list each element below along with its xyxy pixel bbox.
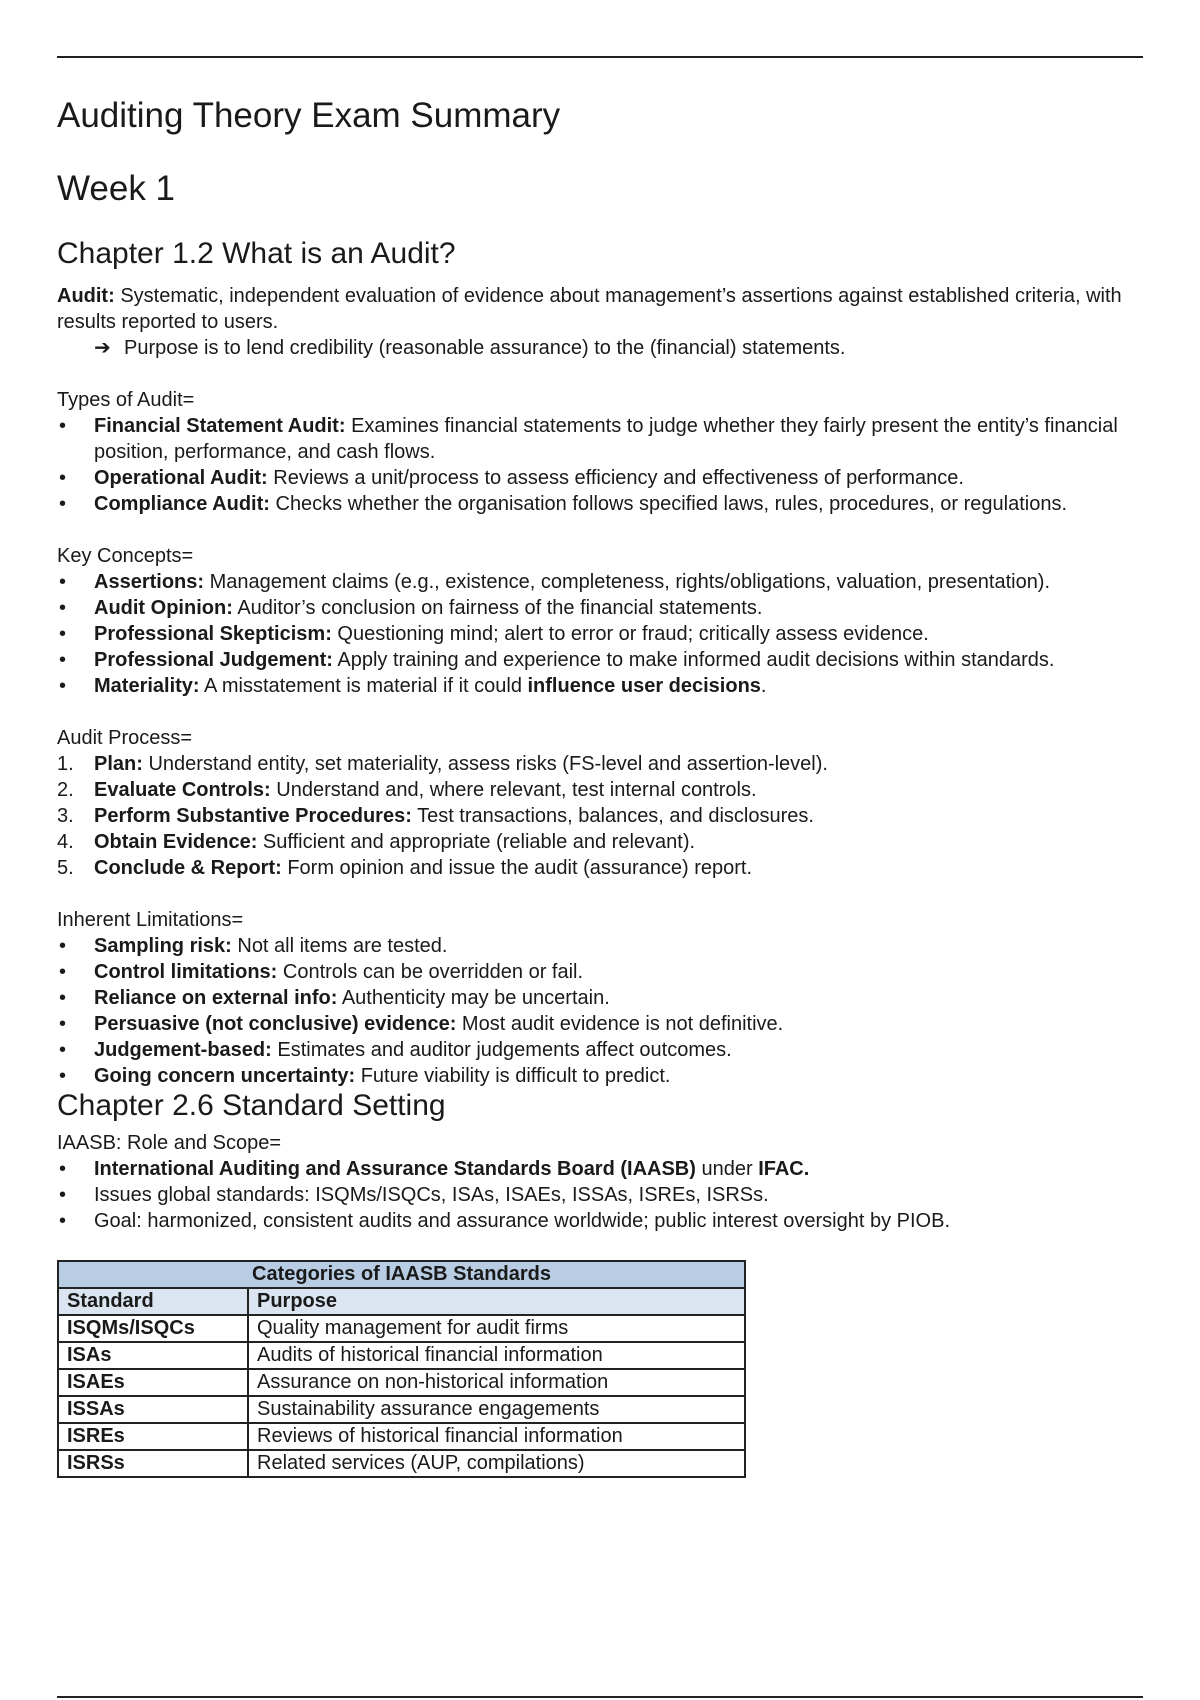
list-item: • Going concern uncertainty: Future viability is difficult to predict. bbox=[57, 1063, 1147, 1089]
standards-table bbox=[57, 1260, 746, 1478]
concepts-label: Key Concepts= bbox=[57, 545, 194, 568]
list-item: • Judgement-based: Estimates and auditor judgements affect outcomes. bbox=[57, 1037, 1147, 1063]
types-list bbox=[57, 413, 1147, 517]
document-title: Auditing Theory Exam Summary bbox=[57, 96, 561, 135]
list-item: • Professional Judgement: Apply training and experience to make informed audit decisions within standards. bbox=[57, 647, 1147, 673]
chapter-1-heading: Chapter 1.2 What is an Audit? bbox=[57, 236, 456, 270]
list-item: 2. Evaluate Controls: Understand and, where relevant, test internal controls. bbox=[57, 779, 757, 802]
column-header-purpose: Purpose bbox=[248, 1288, 745, 1315]
types-label: Types of Audit= bbox=[57, 389, 195, 412]
list-item: 5. Conclude & Report: Form opinion and issue the audit (assurance) report. bbox=[57, 857, 753, 880]
list-item: • Reliance on external info: Authenticity may be uncertain. bbox=[57, 985, 1147, 1011]
audit-definition: Audit: Systematic, independent evaluation of evidence about management’s assertions against established criteria, with results reported to users. bbox=[57, 285, 1122, 334]
list-item: • Audit Opinion: Auditor’s conclusion on fairness of the financial statements. bbox=[57, 595, 1147, 621]
week-heading: Week 1 bbox=[57, 169, 176, 209]
concepts-list bbox=[57, 569, 1147, 699]
table-row: ISSAs Sustainability assurance engagements bbox=[58, 1396, 745, 1423]
list-item: • Operational Audit: Reviews a unit/process to assess efficiency and effectiveness of performance. bbox=[57, 465, 1147, 491]
list-item: • Professional Skepticism: Questioning mind; alert to error or fraud; critically assess evidence. bbox=[57, 621, 1147, 647]
list-item: 4. Obtain Evidence: Sufficient and appropriate (reliable and relevant). bbox=[57, 831, 696, 854]
purpose-line: ➔ Purpose is to lend credibility (reasonable assurance) to the (financial) statements. bbox=[94, 337, 846, 360]
limitations-label: Inherent Limitations= bbox=[57, 909, 244, 932]
table-header-row bbox=[58, 1288, 745, 1315]
list-item: 3. Perform Substantive Procedures: Test transactions, balances, and disclosures. bbox=[57, 805, 814, 828]
top-rule bbox=[57, 56, 1143, 58]
list-item: • Issues global standards: ISQMs/ISQCs, ISAs, ISAEs, ISSAs, ISREs, ISRSs. bbox=[57, 1182, 1147, 1208]
document-body bbox=[57, 96, 1147, 1478]
table-row: ISAs Audits of historical financial information bbox=[58, 1342, 745, 1369]
table-row: ISRSs Related services (AUP, compilations) bbox=[58, 1450, 745, 1477]
table-row: ISREs Reviews of historical financial information bbox=[58, 1423, 745, 1450]
limitations-list bbox=[57, 933, 1147, 1089]
list-item: • Control limitations: Controls can be overridden or fail. bbox=[57, 959, 1147, 985]
list-item: 1. Plan: Understand entity, set materiality, assess risks (FS-level and assertion-level). bbox=[57, 753, 828, 776]
chapter-2-heading: Chapter 2.6 Standard Setting bbox=[57, 1089, 446, 1123]
list-item: • Assertions: Management claims (e.g., existence, completeness, rights/obligations, valuation, presentation). bbox=[57, 569, 1147, 595]
list-item: • Materiality: A misstatement is material if it could influence user decisions. bbox=[57, 673, 1147, 699]
list-item: • Sampling risk: Not all items are tested. bbox=[57, 933, 1147, 959]
iaasb-list bbox=[57, 1156, 1147, 1234]
iaasb-label: IAASB: Role and Scope= bbox=[57, 1131, 282, 1154]
table-row: ISAEs Assurance on non-historical information bbox=[58, 1369, 745, 1396]
bottom-rule bbox=[57, 1696, 1143, 1698]
list-item: • Financial Statement Audit: Examines financial statements to judge whether they fairly present the entity’s financial position, performance, and cash flows. bbox=[57, 413, 1147, 465]
list-item: • Persuasive (not conclusive) evidence: Most audit evidence is not definitive. bbox=[57, 1011, 1147, 1037]
table-row: ISQMs/ISQCs Quality management for audit firms bbox=[58, 1315, 745, 1342]
list-item: • International Auditing and Assurance Standards Board (IAASB) under IFAC. bbox=[57, 1156, 1147, 1182]
process-label: Audit Process= bbox=[57, 727, 193, 750]
column-header-standard: Standard bbox=[58, 1288, 248, 1315]
process-list bbox=[57, 751, 1147, 881]
table-caption: Categories of IAASB Standards bbox=[58, 1261, 745, 1288]
list-item: • Goal: harmonized, consistent audits and assurance worldwide; public interest oversight by PIOB. bbox=[57, 1208, 1147, 1234]
arrow-icon: ➔ bbox=[94, 337, 111, 360]
list-item: • Compliance Audit: Checks whether the organisation follows specified laws, rules, procedures, or regulations. bbox=[57, 491, 1147, 517]
